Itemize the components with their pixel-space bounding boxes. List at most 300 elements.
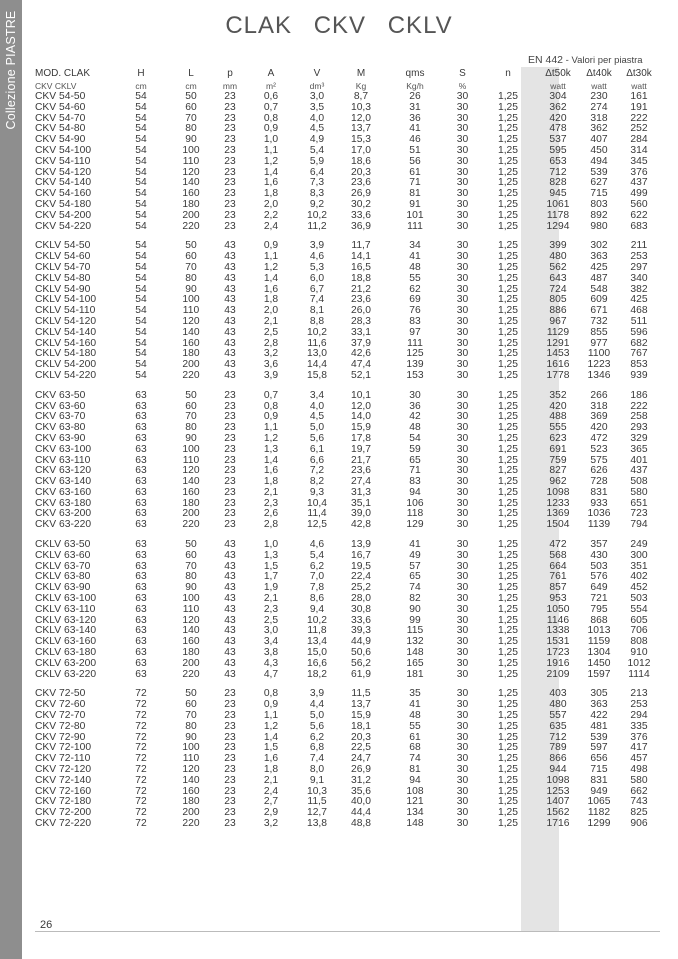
value-cell: 36	[409, 400, 421, 412]
value-cell: 72	[135, 753, 147, 765]
value-cell: 728	[590, 476, 608, 488]
value-cell: 2,6	[263, 508, 279, 520]
value-cell: 30	[456, 785, 469, 797]
value-cell: 81	[409, 764, 421, 776]
value-cell: 803	[590, 198, 608, 210]
table-row	[35, 328, 660, 339]
value-cell: 33,6	[350, 209, 372, 221]
value-cell: 1,25	[497, 198, 519, 210]
value-cell: 54	[135, 272, 147, 284]
value-cell: 1,25	[497, 432, 519, 444]
value-cell: 30	[456, 807, 469, 819]
value-cell: 20,3	[350, 731, 372, 743]
value-cell: 511	[630, 315, 648, 327]
value-cell: 8,2	[309, 476, 325, 488]
value-cell: 430	[590, 549, 608, 561]
value-cell: 180	[182, 796, 200, 808]
value-cell: 15,3	[350, 134, 372, 146]
model-cell: CKLV 63-80	[35, 571, 91, 583]
value-cell: 357	[590, 539, 608, 551]
value-cell: 21,7	[350, 454, 372, 466]
value-cell: 857	[549, 582, 567, 594]
value-cell: 1,1	[263, 422, 279, 434]
value-cell: 63	[135, 519, 147, 531]
value-cell: 140	[182, 177, 200, 189]
model-cell: CKV 63-50	[35, 389, 86, 401]
value-cell: 252	[630, 123, 648, 135]
value-cell: 10,4	[306, 497, 328, 509]
value-cell: 7,0	[309, 571, 325, 583]
model-cell: CKV 54-100	[35, 144, 92, 156]
value-cell: 3,4	[309, 389, 325, 401]
value-cell: 23	[224, 465, 236, 477]
value-cell: 425	[630, 294, 648, 306]
value-cell: 557	[549, 710, 567, 722]
value-cell: M	[356, 68, 366, 79]
value-cell: 345	[630, 155, 648, 167]
value-cell: 30	[456, 359, 469, 371]
value-cell: 1,25	[497, 549, 519, 561]
value-cell: 63	[135, 411, 147, 423]
value-cell: 30	[456, 369, 469, 381]
value-cell: 369	[590, 411, 608, 423]
value-cell: 43	[224, 539, 236, 551]
value-cell: 794	[630, 519, 648, 531]
value-cell: 4,5	[309, 123, 325, 135]
value-cell: cm	[135, 81, 147, 91]
value-cell: 213	[630, 688, 648, 700]
value-cell: 60	[185, 400, 197, 412]
value-cell: 21,2	[350, 283, 372, 295]
value-cell: 18,8	[350, 272, 372, 284]
value-cell: 41	[409, 251, 421, 263]
value-cell: 420	[549, 112, 567, 124]
value-cell: 8,1	[309, 305, 325, 317]
value-cell: 63	[135, 625, 147, 637]
value-cell: 47,4	[350, 359, 372, 371]
value-cell: 59	[409, 443, 421, 455]
value-cell: 1013	[587, 625, 611, 637]
value-cell: 795	[590, 603, 608, 615]
value-cell: 30	[456, 688, 469, 700]
value-cell: Kg	[355, 81, 367, 91]
value-cell: 805	[549, 294, 567, 306]
value-cell: 48,8	[350, 818, 372, 829]
value-cell: 43	[224, 657, 236, 669]
value-cell: 1,25	[497, 593, 519, 605]
value-cell: 2,5	[263, 326, 279, 338]
value-cell: 627	[590, 177, 608, 189]
value-cell: 1,25	[497, 519, 519, 531]
value-cell: 6,1	[309, 443, 325, 455]
value-cell: 1,25	[497, 337, 519, 349]
value-cell: 27,4	[350, 476, 372, 488]
value-cell: 160	[182, 636, 200, 648]
value-cell: 4,7	[263, 668, 279, 680]
value-cell: 180	[182, 647, 200, 659]
value-cell: 100	[182, 144, 200, 156]
value-cell: 3,9	[309, 688, 325, 700]
value-cell: 715	[590, 188, 608, 200]
value-cell: 340	[630, 272, 648, 284]
value-cell: 1,25	[497, 560, 519, 572]
model-cell: CKLV 63-90	[35, 582, 91, 594]
value-cell: 43	[224, 582, 236, 594]
value-cell: 1129	[546, 326, 570, 338]
value-cell: qms	[405, 68, 425, 79]
value-cell: 4,6	[309, 539, 325, 551]
model-cell: CKV 72-140	[35, 774, 92, 786]
value-cell: 54	[135, 134, 147, 146]
value-cell: 23	[224, 818, 236, 829]
value-cell: 1,7	[263, 571, 279, 583]
value-cell: 41	[409, 699, 421, 711]
model-cell: CKV 63-120	[35, 465, 92, 477]
value-cell: p	[227, 68, 233, 79]
value-cell: 43	[224, 305, 236, 317]
value-cell: 31,2	[350, 774, 372, 786]
value-cell: 72	[135, 688, 147, 700]
value-cell: 789	[549, 742, 567, 754]
value-cell: 100	[182, 294, 200, 306]
model-cell: CKLV 54-180	[35, 348, 97, 360]
value-cell: 23	[224, 688, 236, 700]
value-cell: 80	[185, 571, 197, 583]
model-cell: CKLV 63-200	[35, 657, 97, 669]
value-cell: 712	[549, 166, 567, 178]
value-cell: 23	[224, 796, 236, 808]
value-cell: 649	[590, 582, 608, 594]
value-cell: 1098	[546, 486, 570, 498]
value-cell: 43	[224, 593, 236, 605]
value-cell: 4,0	[309, 112, 325, 124]
value-cell: 30	[456, 91, 469, 102]
value-cell: 211	[630, 240, 648, 252]
value-cell: 1,5	[263, 560, 279, 572]
value-cell: 35,6	[350, 785, 372, 797]
value-cell: 1,25	[497, 112, 519, 124]
model-cell: CKV 54-120	[35, 166, 92, 178]
value-cell: 43	[224, 283, 236, 295]
value-cell: 651	[630, 497, 648, 509]
value-cell: 1,25	[497, 400, 519, 412]
value-cell: 1,25	[497, 807, 519, 819]
table-row	[35, 103, 660, 114]
value-cell: 1182	[587, 807, 611, 819]
value-cell: 6,8	[309, 742, 325, 754]
value-cell: 329	[630, 432, 648, 444]
value-cell: 4,6	[309, 251, 325, 263]
value-cell: 5,4	[309, 144, 325, 156]
model-cell: CKLV 63-60	[35, 549, 91, 561]
value-cell: 90	[185, 582, 197, 594]
value-cell: 3,9	[263, 369, 279, 381]
value-cell: 23	[224, 177, 236, 189]
value-cell: 2,8	[263, 519, 279, 531]
value-cell: 34	[409, 240, 421, 252]
model-cell: CKV 72-120	[35, 764, 92, 776]
sidebar-band	[0, 0, 22, 959]
value-cell: 488	[549, 411, 567, 423]
value-cell: 9,1	[309, 774, 325, 786]
value-cell: 304	[549, 91, 567, 102]
value-cell: 63	[135, 432, 147, 444]
value-cell: 1,25	[497, 123, 519, 135]
value-cell: 56,2	[350, 657, 372, 669]
value-cell: 23	[224, 411, 236, 423]
value-cell: 72	[135, 731, 147, 743]
value-cell: 1253	[546, 785, 570, 797]
value-cell: 560	[630, 198, 648, 210]
value-cell: 376	[630, 166, 648, 178]
value-cell: 2,3	[263, 603, 279, 615]
value-cell: 42,6	[350, 348, 372, 360]
value-cell: 487	[590, 272, 608, 284]
model-cell: CKV 72-180	[35, 796, 92, 808]
model-cell: CKLV 63-160	[35, 636, 97, 648]
value-cell: 30,2	[350, 198, 372, 210]
value-cell: 43	[224, 294, 236, 306]
value-cell: 30	[456, 432, 469, 444]
value-cell: 13,9	[350, 539, 372, 551]
value-cell: 23	[224, 774, 236, 786]
value-cell: 110	[182, 454, 200, 466]
value-cell: 568	[549, 549, 567, 561]
value-cell: 605	[630, 614, 648, 626]
model-cell: CKV 54-180	[35, 198, 92, 210]
value-cell: 1,25	[497, 443, 519, 455]
model-cell: CKLV 54-70	[35, 261, 91, 273]
value-cell: 980	[590, 220, 608, 232]
value-cell: 110	[182, 305, 200, 317]
value-cell: 1,25	[497, 657, 519, 669]
model-cell: CKLV 63-70	[35, 560, 91, 572]
model-cell: CKLV 63-120	[35, 614, 97, 626]
value-cell: 0,7	[263, 101, 279, 113]
value-cell: 1,25	[497, 177, 519, 189]
value-cell: 121	[406, 796, 424, 808]
value-cell: 200	[182, 657, 200, 669]
value-cell: 481	[590, 720, 608, 732]
value-cell: 83	[409, 476, 421, 488]
value-cell: 1,8	[263, 188, 279, 200]
value-cell: 63	[135, 539, 147, 551]
model-cell: CKV 63-90	[35, 432, 86, 444]
model-cell: CKV 72-50	[35, 688, 86, 700]
value-cell: 23,6	[350, 465, 372, 477]
model-cell: CKV 72-90	[35, 731, 86, 743]
value-cell: 30	[456, 177, 469, 189]
value-cell: 30	[456, 774, 469, 786]
value-cell: 437	[630, 177, 648, 189]
model-cell: CKLV 63-220	[35, 668, 97, 680]
value-cell: 26	[409, 91, 421, 102]
value-cell: 220	[182, 220, 200, 232]
value-cell: 30	[456, 411, 469, 423]
value-cell: 30	[456, 188, 469, 200]
value-cell: 140	[182, 476, 200, 488]
value-cell: 9,3	[309, 486, 325, 498]
value-cell: 110	[182, 603, 200, 615]
value-cell: 30	[456, 647, 469, 659]
value-cell: 1139	[587, 519, 611, 531]
value-cell: 363	[590, 699, 608, 711]
value-cell: 63	[135, 614, 147, 626]
model-cell: CKV 63-180	[35, 497, 92, 509]
value-cell: 72	[135, 818, 147, 829]
value-cell: 537	[549, 134, 567, 146]
value-cell: 3,2	[263, 348, 279, 360]
value-cell: 76	[409, 305, 421, 317]
value-cell: 74	[409, 582, 421, 594]
value-cell: 51	[409, 144, 421, 156]
model-cell: CKV 72-100	[35, 742, 92, 754]
value-cell: 635	[549, 720, 567, 732]
value-cell: 622	[630, 209, 648, 221]
model-cell: CKV 63-160	[35, 486, 92, 498]
value-cell: 23	[224, 220, 236, 232]
value-cell: 30	[456, 261, 469, 273]
value-cell: 70	[185, 560, 197, 572]
value-cell: 54	[135, 305, 147, 317]
model-cell: CKLV 54-90	[35, 283, 91, 295]
value-cell: 0,9	[263, 699, 279, 711]
value-cell: 30	[456, 560, 469, 572]
value-cell: 54	[135, 209, 147, 221]
value-cell: 153	[406, 369, 424, 381]
model-cell: CKLV 54-140	[35, 326, 97, 338]
value-cell: 200	[182, 508, 200, 520]
value-cell: 13,0	[306, 348, 328, 360]
value-cell: 580	[630, 486, 648, 498]
value-cell: 3,5	[309, 101, 325, 113]
value-cell: 63	[135, 647, 147, 659]
collection-label: Collezione PIASTRE	[4, 10, 18, 130]
value-cell: 30	[456, 508, 469, 520]
value-cell: 363	[590, 251, 608, 263]
value-cell: 43	[224, 240, 236, 252]
value-cell: 63	[135, 603, 147, 615]
value-cell: 23	[224, 519, 236, 531]
value-cell: 5,6	[309, 432, 325, 444]
model-cell: CKLV 54-50	[35, 240, 91, 252]
value-cell: 1716	[546, 818, 570, 829]
value-cell: 7,4	[309, 294, 325, 306]
value-cell: 54	[135, 198, 147, 210]
value-cell: 125	[406, 348, 424, 360]
value-cell: Kg/h	[406, 81, 424, 91]
value-cell: 1,25	[497, 720, 519, 732]
page-number: 26	[40, 919, 53, 931]
value-cell: 35,1	[350, 497, 372, 509]
value-cell: 220	[182, 369, 200, 381]
value-cell: 220	[182, 668, 200, 680]
value-cell: 63	[135, 454, 147, 466]
value-cell: 30	[456, 764, 469, 776]
model-cell: CKV 72-160	[35, 785, 92, 797]
value-cell: 3,2	[263, 818, 279, 829]
value-cell: 23	[224, 91, 236, 102]
value-cell: 401	[630, 454, 648, 466]
value-cell: 23	[224, 443, 236, 455]
value-cell: 81	[409, 188, 421, 200]
value-cell: 43	[224, 348, 236, 360]
value-cell: m²	[266, 81, 276, 91]
value-cell: 0,9	[263, 123, 279, 135]
table-row	[35, 371, 660, 382]
value-cell: 180	[182, 497, 200, 509]
value-cell: 23	[224, 198, 236, 210]
value-cell: 11,4	[307, 508, 327, 520]
model-cell: CKLV 54-100	[35, 294, 97, 306]
value-cell: 181	[406, 668, 424, 680]
value-cell: 399	[549, 240, 567, 252]
value-cell: 828	[549, 177, 567, 189]
value-cell: 831	[590, 486, 608, 498]
value-cell: 50	[185, 91, 197, 102]
value-cell: 437	[630, 465, 648, 477]
value-cell: 161	[630, 91, 648, 102]
value-cell: 13,4	[306, 636, 328, 648]
value-cell: 23	[224, 785, 236, 797]
value-cell: 1098	[546, 774, 570, 786]
value-cell: 1,25	[497, 582, 519, 594]
value-cell: 1,25	[497, 476, 519, 488]
value-cell: 712	[549, 731, 567, 743]
value-cell: 4,4	[309, 699, 325, 711]
value-cell: 293	[630, 422, 648, 434]
value-cell: 11,5	[307, 796, 327, 808]
value-cell: cm	[185, 81, 197, 91]
value-cell: 101	[406, 209, 424, 221]
value-cell: 43	[224, 549, 236, 561]
value-cell: 457	[630, 753, 648, 765]
value-cell: 300	[630, 549, 648, 561]
value-cell: 54	[135, 315, 147, 327]
value-cell: 70	[185, 710, 197, 722]
value-cell: 41	[409, 539, 421, 551]
value-cell: 382	[630, 283, 648, 295]
value-cell: 523	[590, 443, 608, 455]
model-cell: CKV 54-110	[35, 155, 91, 167]
value-cell: 977	[590, 337, 608, 349]
value-cell: 576	[590, 571, 608, 583]
value-cell: 721	[590, 593, 608, 605]
model-cell: CKLV 54-200	[35, 359, 97, 371]
value-cell: 365	[630, 443, 648, 455]
model-cell: CKLV 54-120	[35, 315, 97, 327]
value-cell: 831	[590, 774, 608, 786]
value-cell: watt	[550, 81, 566, 91]
value-cell: 23	[224, 188, 236, 200]
value-cell: 83	[409, 315, 421, 327]
value-cell: 2,0	[263, 305, 279, 317]
value-cell: 1916	[546, 657, 570, 669]
value-cell: 939	[630, 369, 648, 381]
value-cell: 55	[409, 720, 421, 732]
value-cell: 1304	[587, 647, 611, 659]
value-cell: 54	[135, 188, 147, 200]
value-cell: 1,8	[263, 294, 279, 306]
value-cell: 671	[590, 305, 608, 317]
model-cell: CKV CKLV	[35, 81, 77, 91]
value-cell: 2,8	[263, 337, 279, 349]
value-cell: 1,25	[497, 465, 519, 477]
value-cell: 539	[590, 166, 608, 178]
value-cell: 26,0	[350, 305, 372, 317]
value-cell: 30	[456, 731, 469, 743]
value-cell: 1338	[546, 625, 570, 637]
